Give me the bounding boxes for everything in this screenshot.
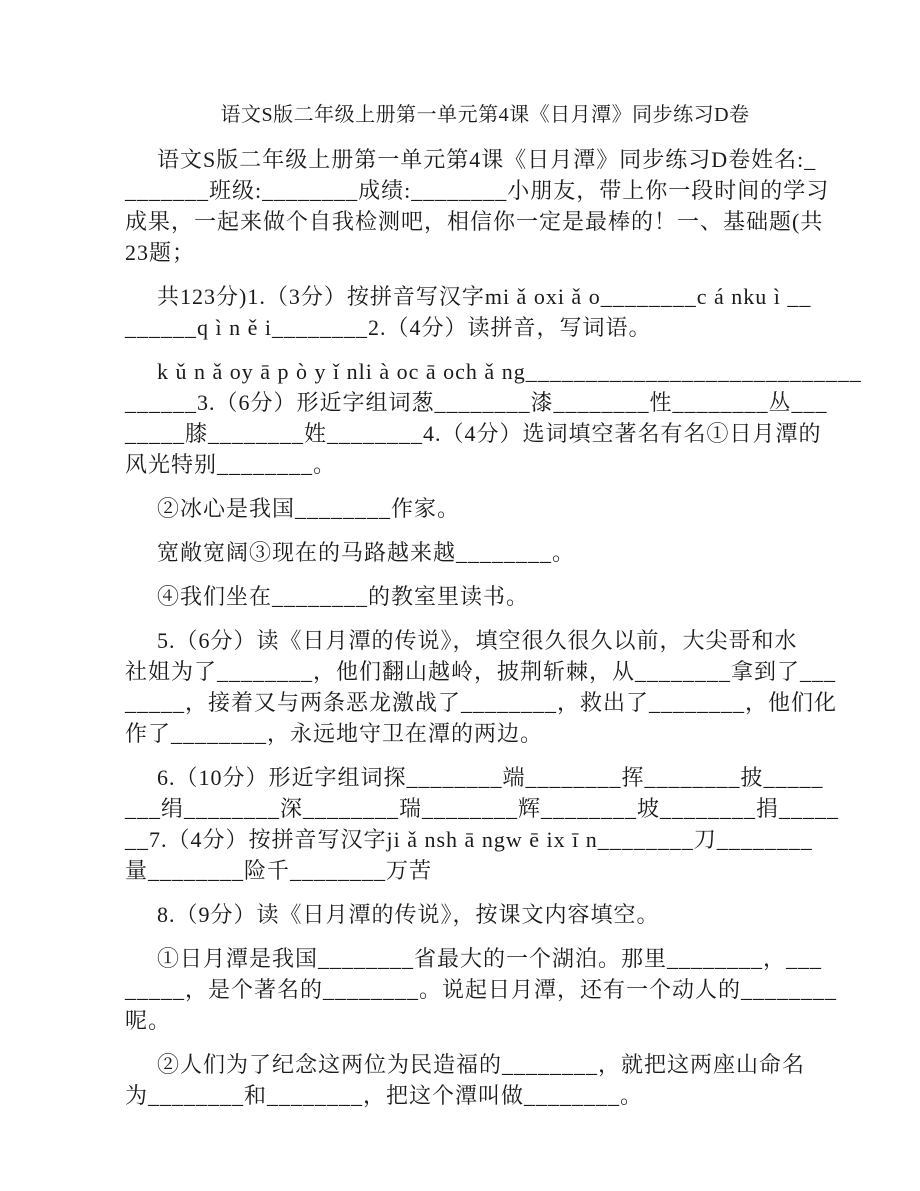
text-line: ②冰心是我国________作家。: [157, 496, 461, 521]
text-line: 共123分)1.（3分）按拼音写汉字mi ǎ oxi ǎ o________c á nku ì __: [157, 284, 812, 309]
text-line: 作了________，永远地守卫在潭的两边。: [125, 721, 544, 746]
text-line: ______3.（6分）形近字组词葱________漆________性________丛___: [125, 390, 828, 415]
text-line: 5.（6分）读《日月潭的传说》，填空很久很久以前，大尖哥和水: [157, 628, 798, 653]
text-line: __7.（4分）按拼音写汉字ji ǎ nsh ā ngw ē ix ī n________刀________: [125, 827, 813, 852]
text-line: _____，接着又与两条恶龙激战了________，救出了________，他们化: [125, 690, 838, 715]
paragraph-question-6-7: [125, 762, 845, 886]
text-line: 6.（10分）形近字组词探________端________挥________披_____: [157, 765, 824, 790]
paragraph-question-4-item4: [125, 581, 845, 612]
text-line: ______q ì n ě i________2.（4分）读拼音，写词语。: [125, 315, 652, 340]
text-line: 量________险千________万苦: [125, 858, 433, 883]
text-line: k ǔ n ǎ oy ā p ò y ǐ nli à oc ā och ǎ ng____________________________: [157, 359, 862, 384]
text-line: 呢。: [125, 1008, 172, 1033]
text-line: ①日月潭是我国________省最大的一个湖泊。那里________，___: [157, 946, 823, 971]
text-line: ④我们坐在________的教室里读书。: [157, 584, 530, 609]
text-line: 8.（9分）读《日月潭的传说》，按课文内容填空。: [157, 902, 660, 927]
paragraph-question-5: [125, 625, 845, 749]
text-line: _______班级:________成绩:________小朋友，带上你一段时间的学习: [125, 178, 830, 203]
text-line: 语文S版二年级上册第一单元第4课《日月潭》同步练习D卷姓名:_: [157, 147, 817, 172]
page-title: 语文S版二年级上册第一单元第4课《日月潭》同步练习D卷: [220, 104, 750, 126]
paragraph-question-1: [125, 281, 845, 343]
paragraph-question-4-item2: [125, 493, 845, 524]
paragraph-question-8-item2: [125, 1049, 845, 1111]
text-line: _____膝________姓________4.（4分）选词填空著名有名①日月潭的: [125, 421, 822, 446]
paragraph-question-2-3-4: [125, 356, 862, 480]
paragraph-intro: [125, 144, 845, 268]
paragraph-question-4-item3: [125, 537, 845, 568]
text-line: _____，是个著名的________。说起日月潭，还有一个动人的________: [125, 977, 838, 1002]
text-line: 风光特别________。: [125, 452, 337, 477]
text-line: 宽敞宽阔③现在的马路越来越________。: [157, 540, 576, 565]
paragraph-question-8: [125, 899, 845, 930]
text-line: ___绢________深________瑞________辉________坡________捐_____: [125, 796, 840, 821]
text-line: 23题；: [125, 240, 196, 265]
text-line: 社姐为了________，他们翻山越岭，披荆斩棘，从________拿到了___: [125, 659, 837, 684]
text-line: 成果，一起来做个自我检测吧，相信你一定是最棒的！一、基础题(共: [125, 209, 824, 234]
paragraph-question-8-item1: [125, 943, 845, 1036]
text-line: 为________和________，把这个潭叫做________。: [125, 1083, 644, 1108]
text-line: ②人们为了纪念这两位为民造福的________，就把这两座山命名: [157, 1052, 806, 1077]
